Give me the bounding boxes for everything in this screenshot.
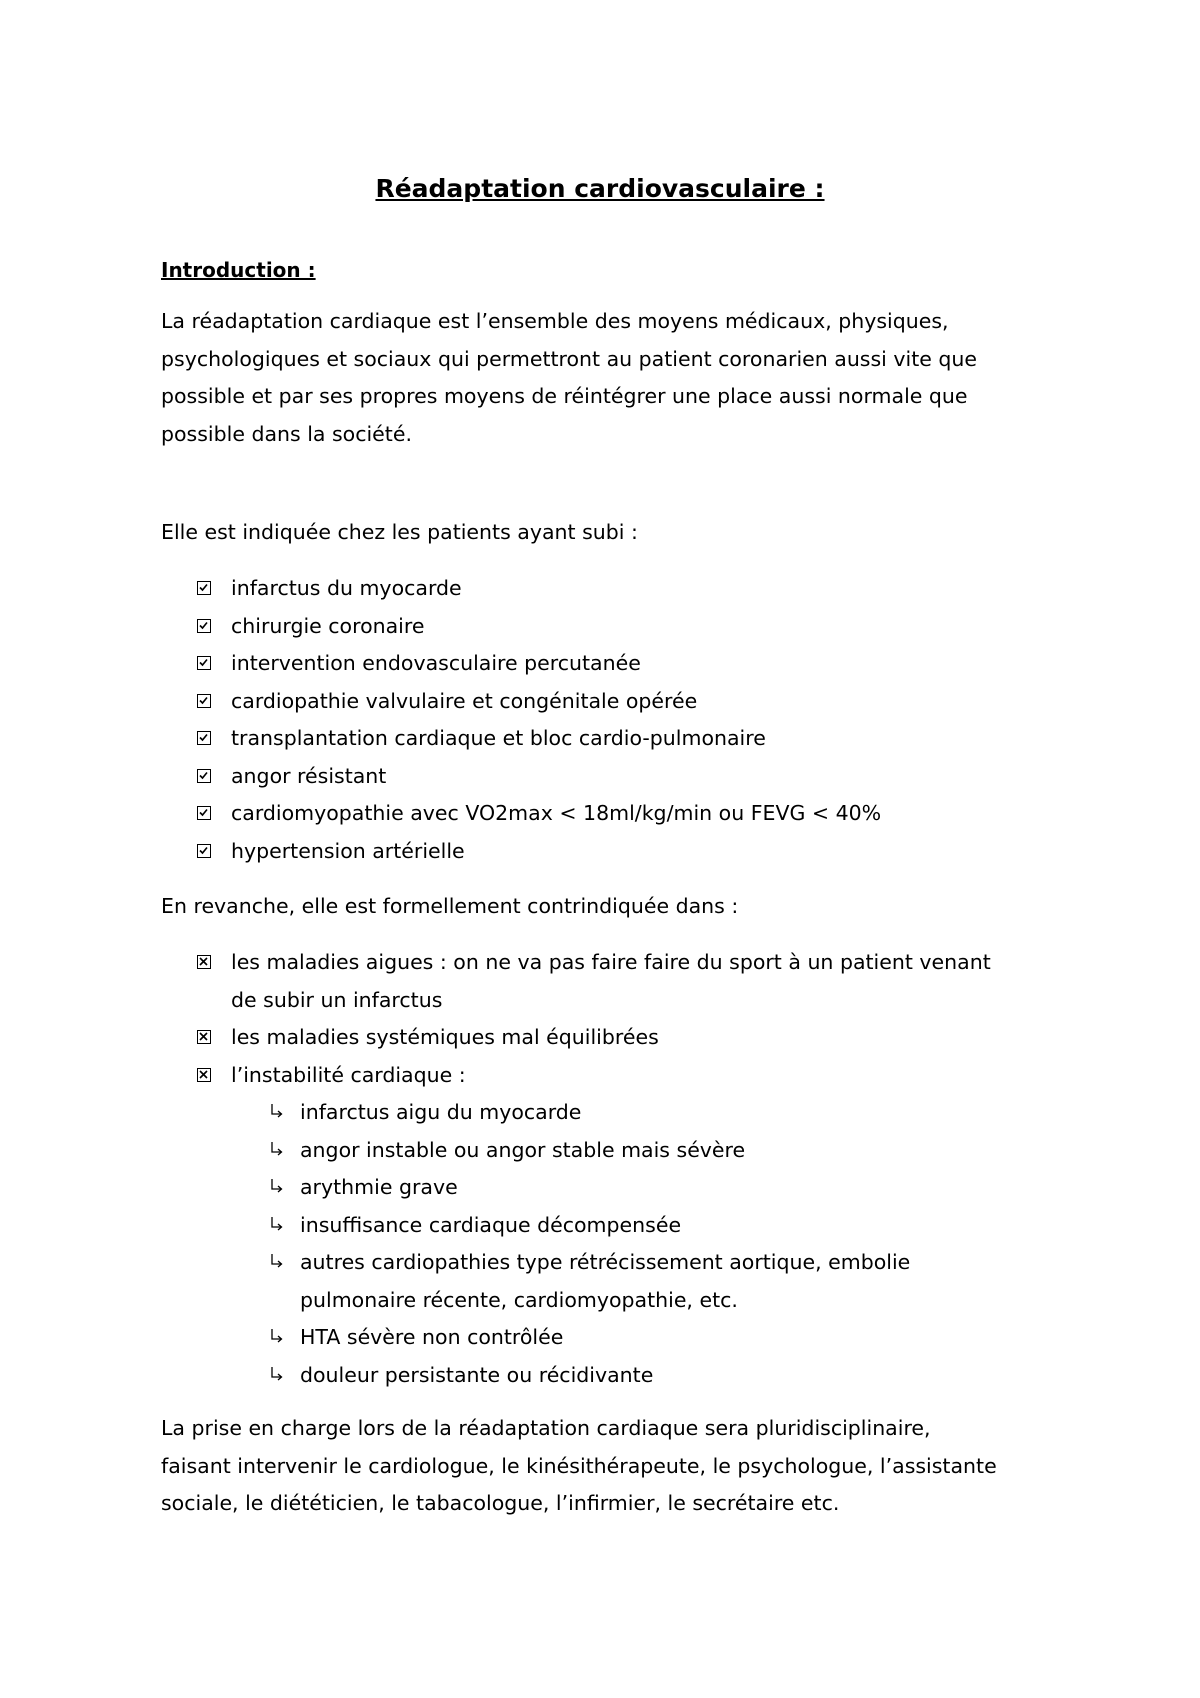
- list-item: [268, 1319, 1068, 1357]
- list-item-label: transplantation cardiaque et bloc cardio-pulmonaire: [231, 726, 766, 750]
- intro-paragraph-line: possible et par ses propres moyens de réintégrer une place aussi normale que: [161, 384, 968, 408]
- arrow-hook-icon: [268, 1253, 286, 1271]
- list-item-label: angor résistant: [231, 763, 387, 788]
- indications-intro: [161, 514, 1061, 552]
- checkbox-crossed-icon: [197, 1030, 211, 1044]
- list-item: [197, 944, 1077, 1019]
- list-item-label-continuation: de subir un infarctus: [231, 987, 443, 1012]
- contraindications-list: [197, 944, 1077, 1094]
- list-item: [268, 1132, 1068, 1170]
- list-item-label: douleur persistante ou récidivante: [300, 1362, 654, 1387]
- list-item-label: infarctus aigu du myocarde: [300, 1100, 582, 1124]
- intro-paragraph-line: La réadaptation cardiaque est l’ensemble des moyens médicaux, physiques,: [161, 309, 949, 333]
- instability-sublist: [268, 1094, 1068, 1394]
- list-item: [197, 795, 1077, 833]
- section-heading-introduction: Introduction :: [161, 258, 316, 282]
- closing-paragraph-line: sociale, le diététicien, le tabacologue, l’infirmier, le secrétaire etc.: [161, 1491, 840, 1515]
- list-item: [197, 758, 1077, 796]
- intro-paragraph-line: psychologiques et sociaux qui permettront au patient coronarien aussi vite que: [161, 346, 977, 371]
- checkbox-checked-icon: [197, 731, 211, 745]
- list-item: [197, 833, 1077, 871]
- list-item-label-continuation: pulmonaire récente, cardiomyopathie, etc.: [300, 1287, 738, 1312]
- arrow-hook-icon: [268, 1178, 286, 1196]
- arrow-hook-icon: [268, 1366, 286, 1384]
- arrow-hook-icon: [268, 1216, 286, 1234]
- list-item: [268, 1207, 1068, 1245]
- list-item-label: l’instabilité cardiaque :: [231, 1062, 466, 1087]
- list-item-label: cardiomyopathie avec VO2max < 18ml/kg/min ou FEVG < 40%: [231, 801, 882, 825]
- list-item: [197, 1057, 1077, 1095]
- checkbox-crossed-icon: [197, 1068, 211, 1082]
- list-item-label: les maladies systémiques mal équilibrées: [231, 1025, 659, 1049]
- list-item-label: les maladies aigues : on ne va pas faire faire du sport à un patient venant: [231, 950, 991, 974]
- checkbox-checked-icon: [197, 844, 211, 858]
- closing-paragraph: [161, 1410, 1061, 1523]
- checkbox-checked-icon: [197, 619, 211, 633]
- list-item-label: autres cardiopathies type rétrécissement aortique, embolie: [300, 1250, 911, 1274]
- intro-paragraph-line: possible dans la société.: [161, 421, 412, 446]
- checkbox-checked-icon: [197, 656, 211, 670]
- contraindications-intro-text: En revanche, elle est formellement contrindiquée dans :: [161, 894, 739, 918]
- contraindications-intro: [161, 888, 1061, 926]
- checkbox-checked-icon: [197, 769, 211, 783]
- list-item: [268, 1357, 1068, 1395]
- checkbox-checked-icon: [197, 694, 211, 708]
- checkbox-crossed-icon: [197, 955, 211, 969]
- list-item: [197, 720, 1077, 758]
- arrow-hook-icon: [268, 1328, 286, 1346]
- closing-paragraph-line: faisant intervenir le cardiologue, le kinésithérapeute, le psychologue, l’assistante: [161, 1453, 997, 1478]
- list-item: [197, 645, 1077, 683]
- list-item: [197, 683, 1077, 721]
- indications-intro-text: Elle est indiquée chez les patients ayant subi :: [161, 520, 638, 544]
- list-item: [197, 608, 1077, 646]
- list-item-label: insuffisance cardiaque décompensée: [300, 1212, 682, 1237]
- list-item-label: HTA sévère non contrôlée: [300, 1325, 564, 1349]
- arrow-hook-icon: [268, 1141, 286, 1159]
- list-item-label: arythmie grave: [300, 1175, 458, 1199]
- list-item: [268, 1244, 1068, 1319]
- list-item: [197, 570, 1077, 608]
- list-item-label: hypertension artérielle: [231, 838, 465, 863]
- arrow-hook-icon: [268, 1103, 286, 1121]
- checkbox-checked-icon: [197, 806, 211, 820]
- list-item-label: chirurgie coronaire: [231, 613, 425, 638]
- indications-list: [197, 570, 1077, 870]
- closing-paragraph-line: La prise en charge lors de la réadaptation cardiaque sera pluridisciplinaire,: [161, 1416, 931, 1440]
- intro-paragraph: [161, 303, 1061, 453]
- list-item-label: infarctus du myocarde: [231, 576, 462, 600]
- list-item: [268, 1094, 1068, 1132]
- page-title: Réadaptation cardiovasculaire :: [375, 174, 825, 203]
- list-item-label: angor instable ou angor stable mais sévère: [300, 1137, 746, 1162]
- list-item: [197, 1019, 1077, 1057]
- checkbox-checked-icon: [197, 581, 211, 595]
- list-item: [268, 1169, 1068, 1207]
- list-item-label: cardiopathie valvulaire et congénitale opérée: [231, 688, 698, 713]
- list-item-label: intervention endovasculaire percutanée: [231, 651, 641, 675]
